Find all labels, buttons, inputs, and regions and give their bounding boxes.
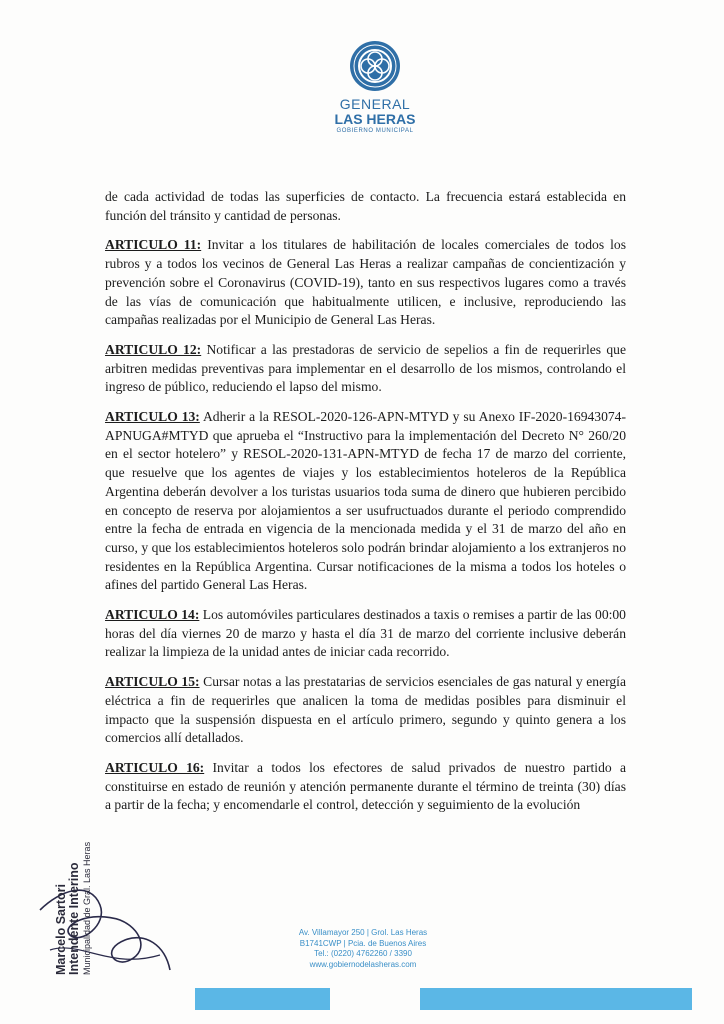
article-text: Invitar a los titulares de habilitación de locales comerciales de todos los rubros y a todos los vecinos de General Las Heras a realizar campañas de concientización y prevención sobre el Coronavirus (COVID-19), tanto en sus respectivos lugares como a través de las vías de comunicación que habitualmente utilicen, e inclusive, reproduciendo las campañas realizadas por el Municipio de General Las Heras.: [105, 237, 626, 328]
footer-address-2: B1741CWP | Pcia. de Buenos Aires: [299, 938, 427, 948]
article-label: ARTICULO 14:: [105, 607, 200, 623]
article-11: [105, 236, 626, 330]
logo-emblem-icon: [349, 40, 401, 92]
article-text: Adherir a la RESOL-2020-126-APN-MTYD y su Anexo IF-2020-16943074-APNUGA#MTYD que aprueba el “Instructivo para la implementación del Decreto N° 260/20 en el sector hotelero” y RESOL-2020-131-APN-MTYD de fecha 17 de marzo del corriente, que resuelve que los agentes de viajes y los establecimientos hoteleros de la República Argentina deberán devolver a los turistas usuarios toda suma de dinero que hubieren percibido en concepto de reserva por alojamientos a ser usufructuados durante el periodo comprendido entre la fecha de entrada en vigencia de la mencionada medida y el 31 de marzo del año en curso, y que los establecimientos hoteleros solo podrán brindar alojamiento a los extranjeros no residentes en la República Argentina. Cursar notificaciones de la misma a todos los hoteles o afines del partido General Las Heras.: [105, 409, 626, 593]
paragraph-continuation: de cada actividad de todas las superficies de contacto. La frecuencia estará establecida en función del tránsito y cantidad de personas.: [105, 189, 626, 223]
footer-phone: Tel.: (0220) 4762260 / 3390: [314, 949, 412, 958]
article-text: Notificar a las prestadoras de servicio de sepelios a fin de requerirles que arbitren medidas preventivas para implementar en el desarrollo de los mismos, controlando el ingreso de público, reduciendo el lapso del mismo.: [105, 341, 626, 395]
article-label: ARTICULO 11:: [105, 237, 202, 253]
logo-line-gobierno: GOBIERNO MUNICIPAL: [336, 128, 414, 134]
article-12: [105, 341, 626, 397]
signatory-name: Marcelo Sartori: [54, 883, 68, 975]
article-text: Cursar notas a las prestatarias de servicios esenciales de gas natural y energía eléctrica a fin de requerirles que analicen la toma de medidas posibles para disminuir el impacto que la suspensión dispuesta en el artículo primero, segundo y quinto genera a los comercios allí detallados.: [105, 674, 626, 746]
article-text: Invitar a todos los efectores de salud privados de nuestro partido a constituirse en estado de reunión y atención permanente durante el término de treinta (30) días a partir de la fecha; y encomendarle el control, detección y seguimiento de la evolución: [105, 759, 626, 813]
article-13: [105, 408, 626, 595]
article-14: [105, 606, 626, 662]
article-16: [105, 759, 626, 815]
footer-bar-left: [195, 988, 330, 1010]
footer-address-1: Av. Villamayor 250 | Grol. Las Heras: [298, 928, 428, 937]
municipal-logo: [320, 40, 430, 145]
article-15: [105, 673, 626, 748]
handwritten-signature: [30, 850, 180, 1000]
article-label: ARTICULO 16:: [105, 759, 205, 775]
article-text: Los automóviles particulares destinados a taxis o remises a partir de las 00:00 horas del día viernes 20 de marzo y hasta el día 31 de marzo del corriente inclusive deberán realizar la limpieza de la unidad antes de iniciar cada recorrido.: [105, 607, 626, 660]
signatory-org: Municipalidad de Gral. Las Heras: [82, 841, 92, 975]
logo-line-las-heras: LAS HERAS: [334, 111, 416, 127]
article-label: ARTICULO 13:: [105, 409, 200, 425]
article-label: ARTICULO 12:: [105, 341, 202, 357]
logo-line-general: GENERAL: [339, 96, 411, 112]
signature-block: [55, 842, 93, 975]
footer-bar-right: [420, 988, 692, 1010]
footer-contact: [278, 928, 448, 970]
signatory-role: Intendente Interino: [67, 862, 81, 975]
document-body: [105, 188, 626, 826]
footer-website[interactable]: www.gobiernodelasheras.com: [309, 959, 417, 969]
article-label: ARTICULO 15:: [105, 674, 200, 690]
